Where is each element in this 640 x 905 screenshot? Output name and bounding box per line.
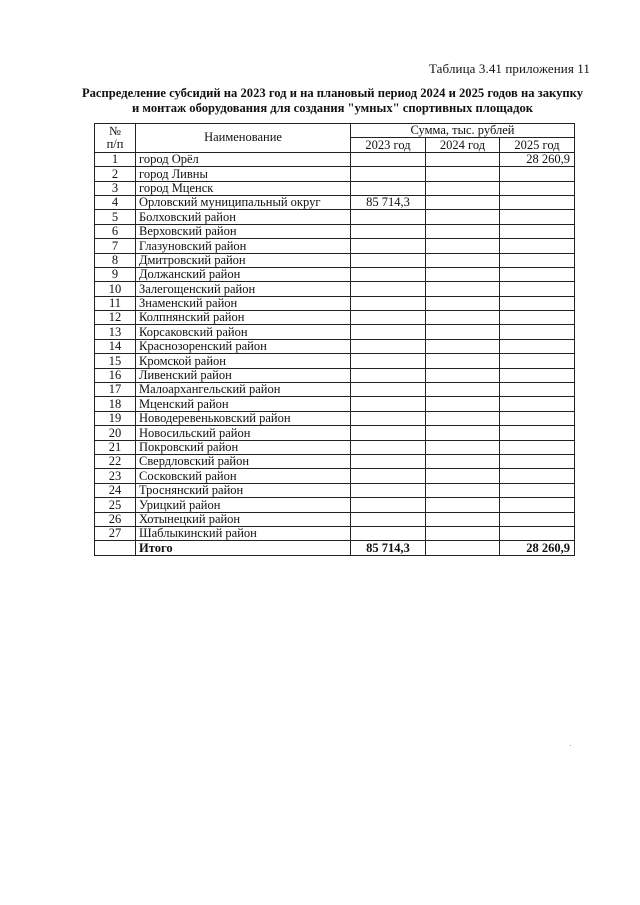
table-row — [95, 512, 575, 526]
row-value-2025 — [500, 282, 575, 296]
row-value-2025 — [500, 354, 575, 368]
row-value-2025 — [500, 296, 575, 310]
row-value-2024 — [426, 296, 500, 310]
row-value-2023 — [351, 224, 426, 238]
row-value-2023 — [351, 383, 426, 397]
row-name: город Мценск — [136, 181, 351, 195]
row-value-2023 — [351, 339, 426, 353]
row-value-2025 — [500, 469, 575, 483]
row-name: Шаблыкинский район — [136, 526, 351, 540]
table-row — [95, 282, 575, 296]
row-value-2025 — [500, 426, 575, 440]
row-value-2024 — [426, 512, 500, 526]
row-value-2025 — [500, 325, 575, 339]
header-year-2025: 2025 год — [500, 138, 575, 152]
row-number: 2 — [95, 167, 136, 181]
row-number: 11 — [95, 296, 136, 310]
row-number: 20 — [95, 426, 136, 440]
subsidy-table — [94, 123, 575, 556]
row-value-2025 — [500, 181, 575, 195]
row-name: Колпнянский район — [136, 311, 351, 325]
row-name: Дмитровский район — [136, 253, 351, 267]
row-name: город Орёл — [136, 152, 351, 166]
row-value-2025 — [500, 239, 575, 253]
table-row — [95, 383, 575, 397]
row-value-2024 — [426, 454, 500, 468]
row-name: Болховский район — [136, 210, 351, 224]
header-sum-cell: Сумма, тыс. рублей — [351, 124, 575, 138]
row-number: 22 — [95, 454, 136, 468]
row-name: Урицкий район — [136, 498, 351, 512]
row-value-2024 — [426, 339, 500, 353]
row-value-2023 — [351, 152, 426, 166]
total-value-2025: 28 260,9 — [500, 541, 575, 555]
row-value-2023 — [351, 167, 426, 181]
row-value-2024 — [426, 397, 500, 411]
row-number: 10 — [95, 282, 136, 296]
table-row — [95, 426, 575, 440]
row-value-2023 — [351, 368, 426, 382]
row-value-2025 — [500, 224, 575, 238]
row-number: 23 — [95, 469, 136, 483]
row-number: 24 — [95, 483, 136, 497]
table-row — [95, 469, 575, 483]
row-value-2023 — [351, 354, 426, 368]
row-name: Корсаковский район — [136, 325, 351, 339]
total-number-cell — [95, 541, 136, 555]
row-value-2024 — [426, 267, 500, 281]
row-value-2024 — [426, 411, 500, 425]
row-name: Сосковский район — [136, 469, 351, 483]
row-value-2024 — [426, 483, 500, 497]
table-row — [95, 368, 575, 382]
row-value-2023 — [351, 253, 426, 267]
row-number: 5 — [95, 210, 136, 224]
row-name: Новосильский район — [136, 426, 351, 440]
table-row — [95, 239, 575, 253]
row-value-2024 — [426, 325, 500, 339]
row-value-2023 — [351, 282, 426, 296]
row-value-2023 — [351, 512, 426, 526]
row-value-2025 — [500, 368, 575, 382]
row-value-2023 — [351, 397, 426, 411]
table-row — [95, 195, 575, 209]
row-value-2025 — [500, 167, 575, 181]
row-value-2024 — [426, 440, 500, 454]
row-number: 6 — [95, 224, 136, 238]
row-value-2025 — [500, 454, 575, 468]
row-value-2024 — [426, 152, 500, 166]
row-name: Хотынецкий район — [136, 512, 351, 526]
row-value-2025 — [500, 498, 575, 512]
row-value-2025 — [500, 483, 575, 497]
row-name: Троснянский район — [136, 483, 351, 497]
row-name: Орловский муниципальный округ — [136, 195, 351, 209]
table-row — [95, 296, 575, 310]
row-value-2025 — [500, 311, 575, 325]
row-name: город Ливны — [136, 167, 351, 181]
row-value-2023 — [351, 181, 426, 195]
row-name: Верховский район — [136, 224, 351, 238]
row-number: 21 — [95, 440, 136, 454]
header-name-cell: Наименование — [136, 124, 351, 153]
title-line-2: и монтаж оборудования для создания "умных" спортивных площадок — [132, 101, 533, 115]
row-value-2024 — [426, 311, 500, 325]
table-row — [95, 526, 575, 540]
row-name: Мценский район — [136, 397, 351, 411]
row-value-2023 — [351, 440, 426, 454]
title-line-1: Распределение субсидий на 2023 год и на плановый период 2024 и 2025 годов на закупку — [81, 86, 584, 100]
row-value-2024 — [426, 354, 500, 368]
row-name: Залегощенский район — [136, 282, 351, 296]
row-name: Краснозоренский район — [136, 339, 351, 353]
row-value-2025 — [500, 526, 575, 540]
table-row — [95, 311, 575, 325]
table-row — [95, 152, 575, 166]
table-row — [95, 454, 575, 468]
row-number: 9 — [95, 267, 136, 281]
row-value-2024 — [426, 167, 500, 181]
table-row — [95, 210, 575, 224]
total-value-2024 — [426, 541, 500, 555]
row-value-2025 — [500, 195, 575, 209]
row-number: 18 — [95, 397, 136, 411]
row-value-2023 — [351, 426, 426, 440]
row-value-2023 — [351, 296, 426, 310]
row-number: 13 — [95, 325, 136, 339]
row-value-2024 — [426, 239, 500, 253]
table-row — [95, 411, 575, 425]
row-value-2023 — [351, 239, 426, 253]
row-name: Свердловский район — [136, 454, 351, 468]
row-value-2024 — [426, 224, 500, 238]
header-year-2024: 2024 год — [426, 138, 500, 152]
row-value-2024 — [426, 253, 500, 267]
row-value-2025 — [500, 397, 575, 411]
row-value-2025 — [500, 253, 575, 267]
row-number: 15 — [95, 354, 136, 368]
row-name: Покровский район — [136, 440, 351, 454]
row-value-2023 — [351, 498, 426, 512]
row-value-2025 — [500, 267, 575, 281]
row-number: 14 — [95, 339, 136, 353]
table-row — [95, 498, 575, 512]
row-number: 7 — [95, 239, 136, 253]
row-number: 17 — [95, 383, 136, 397]
row-value-2023 — [351, 454, 426, 468]
header-row-1 — [95, 124, 575, 138]
total-label: Итого — [136, 541, 351, 555]
row-value-2023 — [351, 267, 426, 281]
table-row — [95, 483, 575, 497]
row-value-2024 — [426, 383, 500, 397]
table-row — [95, 224, 575, 238]
row-value-2025 — [500, 339, 575, 353]
row-number: 19 — [95, 411, 136, 425]
row-number: 4 — [95, 195, 136, 209]
row-value-2024 — [426, 282, 500, 296]
scan-speck — [570, 745, 571, 746]
row-value-2023 — [351, 483, 426, 497]
table-row — [95, 339, 575, 353]
row-value-2025: 28 260,9 — [500, 152, 575, 166]
row-number: 26 — [95, 512, 136, 526]
row-value-2024 — [426, 469, 500, 483]
row-value-2024 — [426, 498, 500, 512]
table-row — [95, 181, 575, 195]
row-number: 12 — [95, 311, 136, 325]
row-value-2023 — [351, 469, 426, 483]
table-row — [95, 325, 575, 339]
row-number: 25 — [95, 498, 136, 512]
row-value-2025 — [500, 411, 575, 425]
row-name: Должанский район — [136, 267, 351, 281]
row-value-2024 — [426, 368, 500, 382]
document-title — [60, 86, 605, 116]
row-value-2024 — [426, 426, 500, 440]
table-row — [95, 440, 575, 454]
row-value-2023 — [351, 411, 426, 425]
table-row — [95, 253, 575, 267]
row-value-2024 — [426, 526, 500, 540]
row-name: Знаменский район — [136, 296, 351, 310]
table-row — [95, 354, 575, 368]
header-num-cell: № п/п — [95, 124, 136, 153]
row-value-2023 — [351, 210, 426, 224]
row-name: Ливенский район — [136, 368, 351, 382]
row-name: Кромской район — [136, 354, 351, 368]
table-caption: Таблица 3.41 приложения 11 — [428, 61, 590, 76]
row-name: Малоархангельский район — [136, 383, 351, 397]
row-number: 16 — [95, 368, 136, 382]
row-value-2024 — [426, 195, 500, 209]
row-name: Новодеревеньковский район — [136, 411, 351, 425]
row-number: 27 — [95, 526, 136, 540]
row-value-2023 — [351, 311, 426, 325]
row-name: Глазуновский район — [136, 239, 351, 253]
row-value-2023: 85 714,3 — [351, 195, 426, 209]
header-year-2023: 2023 год — [351, 138, 426, 152]
row-number: 3 — [95, 181, 136, 195]
table-row — [95, 167, 575, 181]
row-number: 1 — [95, 152, 136, 166]
total-value-2023: 85 714,3 — [351, 541, 426, 555]
row-value-2023 — [351, 325, 426, 339]
table-row — [95, 397, 575, 411]
row-number: 8 — [95, 253, 136, 267]
table-row — [95, 267, 575, 281]
row-value-2024 — [426, 181, 500, 195]
row-value-2024 — [426, 210, 500, 224]
row-value-2023 — [351, 526, 426, 540]
row-value-2025 — [500, 383, 575, 397]
row-value-2025 — [500, 440, 575, 454]
row-value-2025 — [500, 512, 575, 526]
row-value-2025 — [500, 210, 575, 224]
total-row — [95, 541, 575, 555]
